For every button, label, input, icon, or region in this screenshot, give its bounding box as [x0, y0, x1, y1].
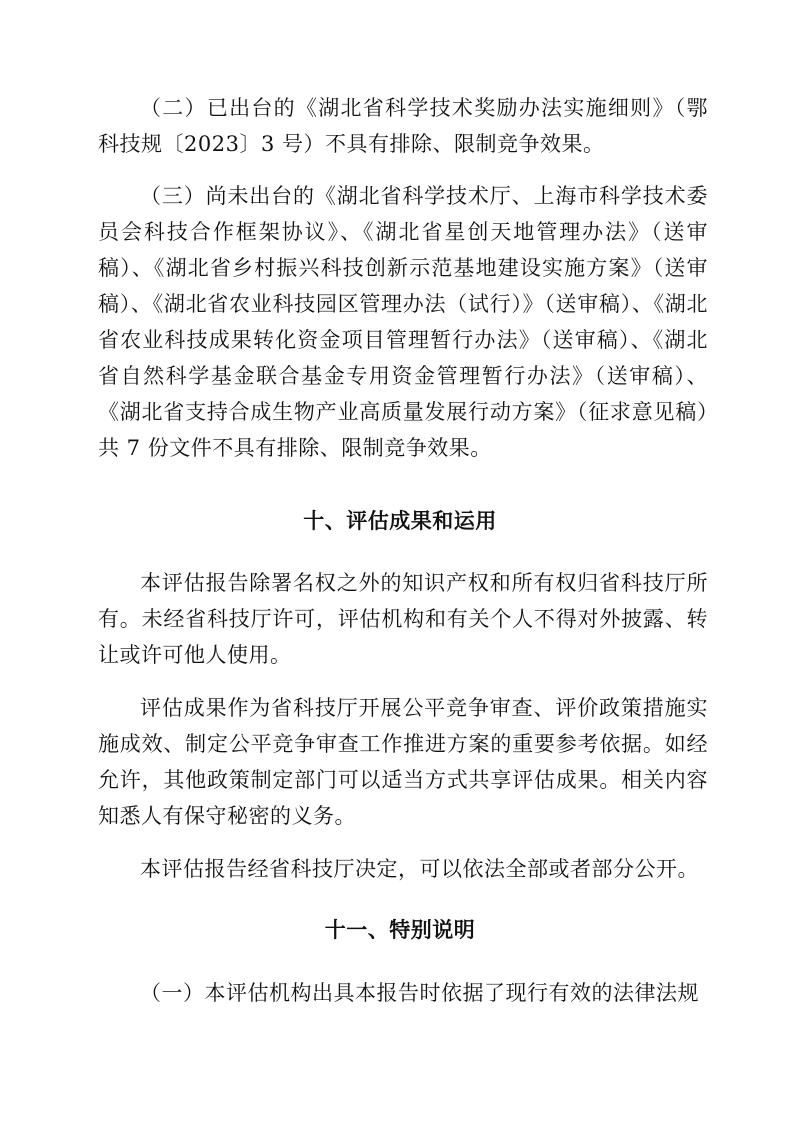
paragraph-2-issued-rules: （二）已出台的《湖北省科学技术奖励办法实施细则》（鄂科技规〔2023〕3 号）不具有排除、限制竞争效果。	[98, 96, 708, 156]
paragraph-10-3: 本评估报告经省科技厅决定，可以依法全部或者部分公开。	[140, 857, 699, 881]
paragraph-10-2: 评估成果作为省科技厅开展公平竞争审查、评价政策措施实施成效、制定公平竞争审查工作推进方案的重要参考依据。如经允许，其他政策制定部门可以适当方式共享评估成果。相关内容知悉人有保守秘密的义务。	[98, 696, 708, 828]
paragraph-10-1: 本评估报告除署名权之外的知识产权和所有权归省科技厅所有。未经省科技厅许可，评估机构和有关个人不得对外披露、转让或许可他人使用。	[98, 571, 708, 667]
paragraph-3-pending-documents: （三）尚未出台的《湖北省科学技术厅、上海市科学技术委员会科技合作框架协议》、《湖北省星创天地管理办法》（送审稿）、《湖北省乡村振兴科技创新示范基地建设实施方案》（送审稿）、《湖北省农业科技园区管理办法（试行）》（送审稿）、《湖北省农业科技成果转化资金项目管理暂行办法》（送审稿）、《湖北省自然科学基金联合基金专用资金管理暂行办法》（送审稿）、《湖北省支持合成生物产业高质量发展行动方案》（征求意见稿）共 7 份文件不具有排除、限制竞争效果。	[98, 184, 708, 460]
section-heading-11: 十一、特别说明	[324, 918, 476, 942]
paragraph-11-1: （一）本评估机构出具本报告时依据了现行有效的法律法规	[140, 981, 699, 1005]
section-heading-10: 十、评估成果和运用	[303, 509, 497, 533]
